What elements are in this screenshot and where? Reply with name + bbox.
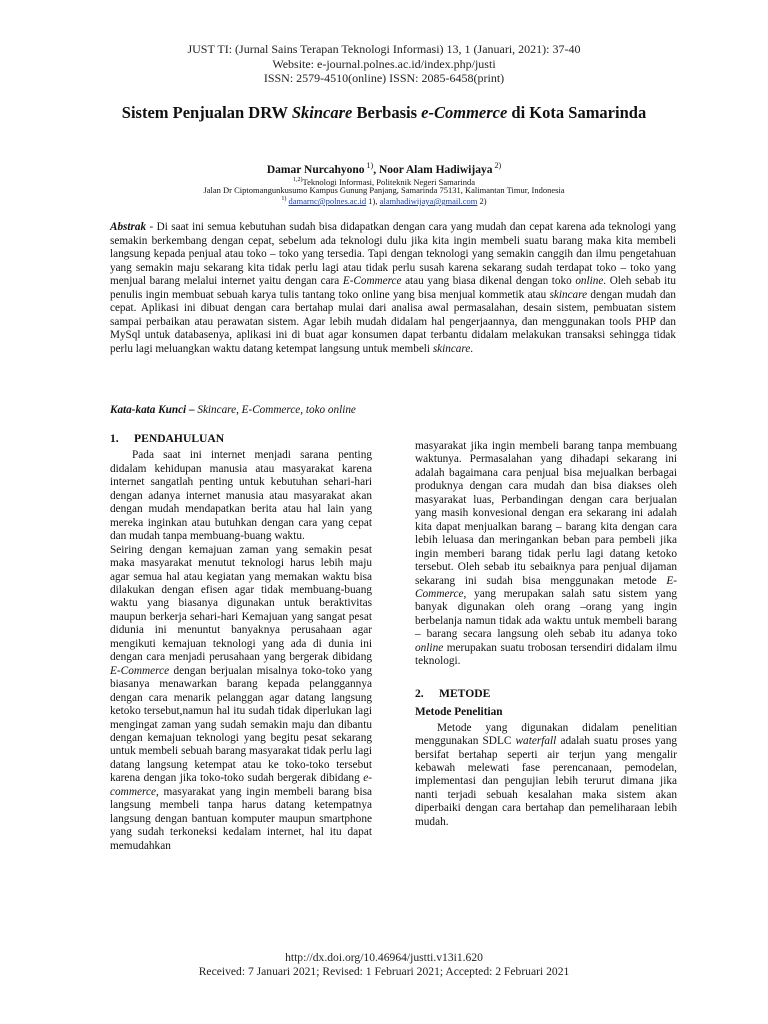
email-link-1[interactable]: damarnc@polnes.ac.id bbox=[288, 196, 367, 206]
subsection-heading-research-method: Metode Penelitian bbox=[415, 706, 503, 719]
section-heading-method: 2. METODE bbox=[415, 686, 491, 700]
submission-dates: Received: 7 Januari 2021; Revised: 1 Februari 2021; Accepted: 2 Februari 2021 bbox=[198, 965, 570, 978]
method-paragraph-1: Metode yang digunakan didalam penelitian menggunakan SDLC waterfall adalah suatu proses yang bersifat bertahap seperti air terjun yang mengalir kebawah melewati fase perencanaan, pemodelan, implementasi dan pengujian lebih terurut dimana jika nanti terjadi sebuah kesalahan maka sistem akan diperbaiki dengan cara bertahap dan pemeliharaan lebih mudah. bbox=[415, 721, 677, 828]
journal-citation: JUST TI: (Jurnal Sains Terapan Teknologi Informasi) 13, 1 (Januari, 2021): 37-40 bbox=[187, 42, 581, 56]
abstract: Abstrak - Di saat ini semua kebutuhan sudah bisa didapatkan dengan cara yang mudah dan cepat karena ada teknologi yang semakin berkembang dengan cepat, sebelum ada teknologi dulu jika kita ingin membeli suatu barang maka kita membeli langsung kepada penjual atau toko – toko yang tersedia. Tapi dengan teknologi yang semakin canggih dan ilmu pengetahuan yang semakin maju sekarang kita tidak perlu lagi atau tidak perlu susah karena sekarang sudah terdapat toko – toko yang menjual barang melalui internet yaitu dengan cara E-Commerce atau yang biasa dikenal dengan toko online. Oleh sebab itu penulis ingin membuat sebuah karya tulis tantang toko online yang bisa menjual kommetik atau skincare dengan mudah dan cepat. Aplikasi ini dibuat dengan cara bertahap mulai dari analisa awal permasalahan, desain sistem, pembuatan sistem sampai perbaikan atau perawatan sistem. Agar lebih mudah didalam hal pengerjaannya, dan menggunakan tools PHP dan MySql untuk databasenya, aplikasi ini di buat agar konsumen dapat terbantu didalam melakukan transaksi sehingga tidak perlu lagi meluangkan waktu datang ketempat langsung untuk membeli skincare. bbox=[110, 221, 676, 355]
email-link-2[interactable]: alamhadiwijaya@gmail.com bbox=[379, 196, 478, 206]
keywords: Kata-kata Kunci – Skincare, E-Commerce, toko online bbox=[110, 404, 356, 416]
abstract-label: Abstrak bbox=[110, 221, 147, 233]
intro-paragraph-1: Pada saat ini internet menjadi sarana penting didalam kehidupan manusia atau masyarakat karena internet sangatlah penting untuk kebutuhan sehari-hari dengan adanya internet manusia atau masyarakat akan dengan mudah mendapatkan berita atau hal lain yang mereka inginkan atau butuhkan dengan cara yang cepat dan mudah tanpa membuang-buang waktu. bbox=[110, 449, 372, 543]
keywords-label: Kata-kata Kunci – bbox=[110, 404, 195, 416]
author-1: Damar Nurcahyono bbox=[266, 163, 365, 176]
doi-link[interactable]: http://dx.doi.org/10.46964/justti.v13i1.620 bbox=[285, 951, 483, 964]
journal-issn: ISSN: 2579-4510(online) ISSN: 2085-6458(print) bbox=[263, 71, 505, 85]
right-column bbox=[415, 440, 677, 829]
section-heading-introduction: 1. PENDAHULUAN bbox=[110, 432, 225, 445]
page-footer bbox=[0, 951, 768, 979]
paper-title: Sistem Penjualan DRW Skincare Berbasis e-Commerce di Kota Samarinda bbox=[121, 103, 647, 122]
intro-paragraph-3: masyarakat jika ingin membeli barang tanpa membuang waktunya. Permasalahan yang dihadapi sekarang ini adalah bagaimana cara penjual bisa mejualkan berbagai produknya dengan cara mudah dan bisa diakses oleh masyarakat luas, Perbandingan dengan cara berjualan yang masih konvesional dengan era sekarang ini adalah kita dapat menjualkan barang – barang kita dengan cara lebih leluasa dan meringankan beban para pembeli jika ingin memberi barang tidak perlu lagi datang ketoko tersebut. Oleh sebab itu sebaiknya para penjual dijaman sekarang ini sudah bisa menggunakan metode E-Commerce, yang merupakan salah satu sistem yang banyak digunakan oleh orang –orang yang ingin berbelanja namun tidak ada waktu untuk membeli barang – barang secara langsung oleh sebab itu adanya toko online merupakan suatu trobosan tersendiri didalam ilmu teknologi. bbox=[415, 440, 677, 668]
author-list: Damar Nurcahyono $^{1)}$, Noor Alam Hadiwijaya $^{2)}$ bbox=[266, 161, 502, 176]
author-emails: $^{1)}$ damarnc@polnes.ac.id 1), alamhadiwijaya@gmail.com 2) bbox=[281, 196, 487, 206]
intro-paragraph-2: Seiring dengan kemajuan zaman yang semakin pesat maka masyarakat menutut teknologi harus lebih maju agar semua hal atau kegiatan yang memakan waktu bisa dilakukan dengan efisen agar tidak membuang-buang waktu yang biasanya digunakan untuk beraktivitas maupun berkerja sehari-hari Kemajuan yang sangat pesat didunia ini menuntut banyaknya perusahaan agar mengikuti kemajuan teknologi yang ada di dunia ini dengan cara menjadi perusahaan yang bergerak dibidang E-Commerce dengan berjualan misalnya toko-toko yang biasanya menawarkan barang kepada pelanggannya dengan cara menarik pelanggan agar datang langsung ketoko tersebut,namun hal itu sudah tidak diperlukan lagi mengingat zaman yang sudah semakin maju dan dibantu dengan kemajuan teknologi yang begitu pesat sekarang untuk membeli sebuah barang masyarakat tidak perlu lagi datang langsung ketempat atau ke toko-toko tersebut karena dengan jika toko-toko sudah bergerak dibidang e-commerce, masyarakat yang ingin membeli barang bisa langsung membeli tanpa harus datang ketempatnya langsung dengan bantuan komputer maupun smartphone yang sudah terkoneksi kedalam internet, hal itu dapat memudahkan bbox=[110, 543, 372, 852]
affiliation-address: Jalan Dr Ciptomangunkusumo Kampus Gunung Panjang, Samarinda 75131, Kalimantan Timur, Indonesia bbox=[203, 185, 565, 195]
left-column bbox=[110, 432, 372, 853]
affiliation-institution: $^{1,2)}$Teknologi Informasi, Politeknik Negeri Samarinda bbox=[293, 176, 475, 187]
journal-header bbox=[0, 42, 768, 86]
journal-website: Website: e-journal.polnes.ac.id/index.php/justi bbox=[272, 56, 496, 71]
author-2: Noor Alam Hadiwijaya bbox=[378, 163, 493, 176]
